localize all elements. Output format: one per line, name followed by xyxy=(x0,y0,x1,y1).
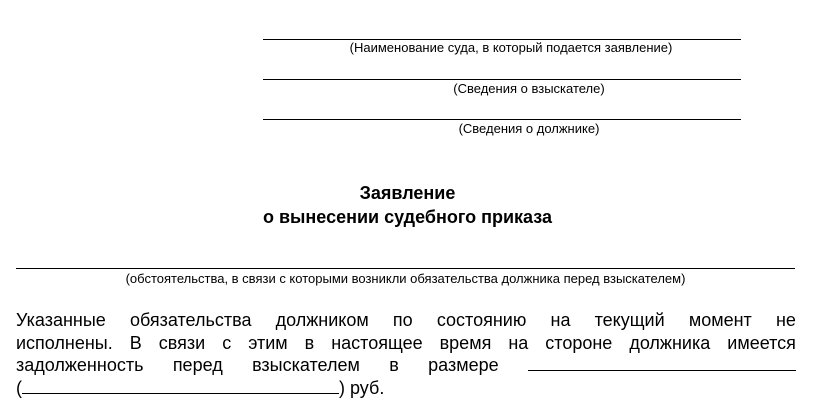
claimant-info-caption: (Сведения о взыскателе) xyxy=(453,81,605,96)
debtor-info-line[interactable] xyxy=(263,119,741,120)
body-line-2 xyxy=(16,332,796,355)
body-word: в xyxy=(304,332,315,353)
body-word: в xyxy=(389,355,399,375)
body-word: по xyxy=(392,310,413,330)
body-word: обязательства xyxy=(129,310,252,330)
amount-in-words-blank[interactable] xyxy=(22,377,339,394)
body-word: связи xyxy=(158,332,206,353)
body-line-4 xyxy=(16,377,796,400)
debtor-info-caption: (Сведения о должнике) xyxy=(458,121,600,136)
amount-words-open-paren: ( xyxy=(16,377,22,398)
circumstances-line[interactable] xyxy=(16,268,795,269)
body-word: на xyxy=(550,310,571,330)
body-word: исполнены. xyxy=(16,332,113,353)
amount-digits-blank[interactable] xyxy=(528,354,796,371)
body-word: этим xyxy=(248,332,288,353)
body-paragraph xyxy=(16,309,796,399)
body-line-3 xyxy=(16,354,796,377)
body-word: текущий xyxy=(594,310,665,330)
body-word: Указанные xyxy=(16,310,106,330)
body-word: стороне xyxy=(545,332,613,353)
body-word: должником xyxy=(275,310,369,330)
body-word: перед xyxy=(172,355,223,375)
document-title: Заявление xyxy=(359,183,456,203)
body-word: настоящее xyxy=(331,332,423,353)
body-word: время xyxy=(439,332,492,353)
body-word: должника xyxy=(629,332,711,353)
body-word: размере xyxy=(428,355,499,375)
body-word: момент xyxy=(688,310,752,330)
document-subtitle: о вынесении судебного приказа xyxy=(262,207,552,227)
claimant-info-line[interactable] xyxy=(263,79,741,80)
body-line-1 xyxy=(16,309,796,332)
amount-currency-label: ) руб. xyxy=(339,377,385,398)
body-word: состоянию xyxy=(436,310,527,330)
body-word: задолженность xyxy=(16,355,144,375)
court-name-caption: (Наименование суда, в который подается заявление) xyxy=(349,40,673,55)
body-word: не xyxy=(775,310,796,330)
body-word: взыскателем xyxy=(252,355,360,375)
body-word: имеется xyxy=(727,332,796,353)
body-word: с xyxy=(222,332,232,353)
circumstances-caption: (обстоятельства, в связи с которыми возникли обязательства должника перед взыскателем) xyxy=(125,271,686,286)
body-word: В xyxy=(129,332,142,353)
body-word: на xyxy=(508,332,529,353)
